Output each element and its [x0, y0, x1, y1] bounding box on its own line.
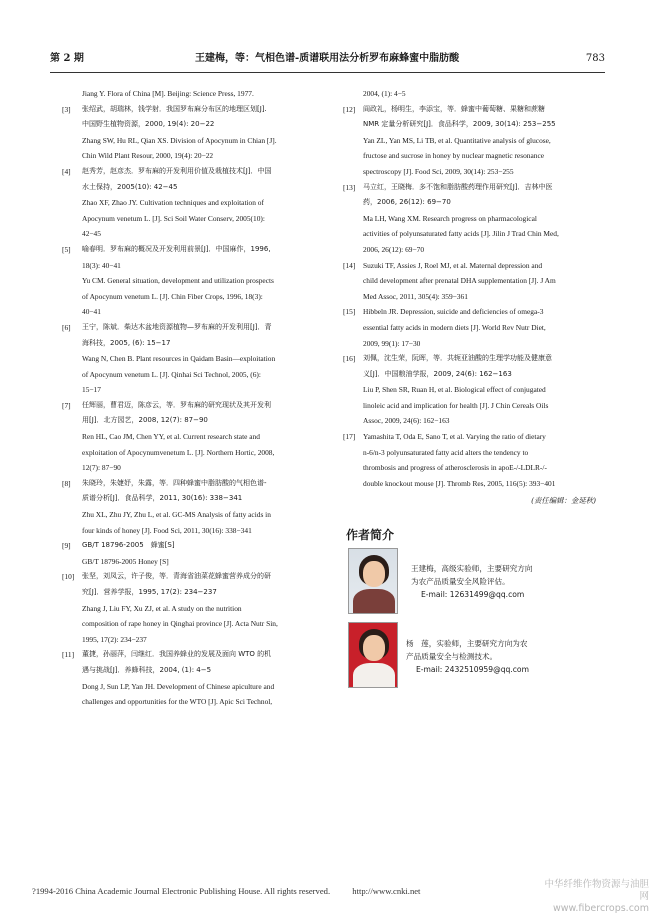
reference-line: 2009, 99(1): 17−30 — [363, 338, 421, 348]
reference-entry — [341, 304, 606, 351]
copyright-notice: ?1994-2016 China Academic Journal Electronic Publishing House. All rights reserved. — [32, 886, 331, 896]
reference-line: Zhao XF, Zhao JY. Cultivation techniques and exploitation of — [82, 198, 264, 208]
reference-entry — [60, 102, 322, 164]
reference-line: 刘佩，沈生荣，阮晖，等．共轭亚油酸的生理学功能及健康意 — [363, 354, 552, 363]
watermark-line: 中华纤维作物资源与油胆网 — [544, 879, 649, 902]
author-bio-line: 杨 莲，实验师，主要研究方向为农 — [406, 639, 528, 648]
reference-line: 15−17 — [82, 385, 101, 395]
reference-line: challenges and opportunities for the WTO [J]. Apic Sci Technol, — [82, 697, 273, 707]
reference-line: 马立红，王晓梅．多不饱和脂肪酸药理作用研究[J]．吉林中医 — [363, 182, 553, 191]
reference-line: 12(7): 87−90 — [82, 463, 121, 473]
reference-entry — [60, 398, 322, 476]
author-email[interactable]: E-mail: 2432510959@qq.com — [416, 665, 529, 674]
reference-line: NMR 定量分析研究[J]．食品科学，2009, 30(14): 253−255 — [363, 120, 556, 129]
reference-number: [13] — [343, 182, 356, 192]
reference-number: [8] — [62, 478, 71, 488]
reference-line: composition of rape honey in Qinghai province [J]. Acta Nutr Sin, — [82, 619, 278, 629]
reference-entry — [60, 647, 322, 709]
reference-entry — [60, 476, 322, 538]
header-rule — [50, 72, 605, 73]
reference-line: Yu CM. General situation, development and utilization prospects — [82, 276, 274, 286]
reference-line: n-6/n-3 polyunsaturated fatty acid alters the tendency to — [363, 447, 529, 457]
reference-line: Chin Wild Plant Resour, 2000, 19(4): 20−22 — [82, 151, 214, 161]
reference-line: 赵秀芳，赵彦杰．罗布麻的开发利用价值及栽植技术[J]．中国 — [82, 166, 272, 175]
reference-line: 40−41 — [82, 307, 101, 317]
reference-line: 究[J]．营养学报，1995, 17(2): 234−237 — [82, 588, 217, 596]
reference-line: 药，2006, 26(12): 69−70 — [363, 198, 451, 207]
reference-line: 2006, 26(12): 69−70 — [363, 244, 425, 254]
author-photo-2 — [348, 622, 398, 688]
reference-line: Yamashita T, Oda E, Sano T, et al. Varying the ratio of dietary — [363, 432, 546, 442]
reference-line: Zhang J, Liu FY, Xu ZJ, et al. A study on the nutrition — [82, 603, 242, 613]
author-bio-1 — [411, 562, 606, 601]
reference-line: Suzuki TF, Assies J, Roel MJ, et al. Maternal depression and — [363, 260, 543, 270]
reference-line: GB/T 18796-2005 Honey [S] — [82, 556, 169, 566]
reference-number: [9] — [62, 541, 71, 551]
reference-entry — [60, 86, 322, 102]
reference-line: Med Assoc, 2011, 305(4): 359−361 — [363, 291, 468, 301]
reference-line: 海科技，2005, (6): 15−17 — [82, 338, 171, 347]
reference-number: [12] — [343, 104, 356, 114]
reference-entry — [60, 538, 322, 569]
reference-number: [4] — [62, 166, 71, 176]
reference-line: linoleic acid and implication for health [J]. J Chin Cereals Oils — [363, 400, 549, 410]
reference-line: 董捷，孙丽萍，闫继红．我国养蜂业的发展及面向 WTO 的机 — [82, 650, 272, 659]
reference-line: 喻春明．罗布麻的概况及开发利用前景[J]．中国麻作，1996, — [82, 244, 271, 253]
author-photo-1 — [348, 548, 398, 614]
reference-entry — [341, 102, 606, 180]
reference-line: 王宁，陈斌．柴达木盆地资源植物—罗布麻的开发利用[J]．青 — [82, 322, 272, 331]
reference-number: [14] — [343, 260, 356, 270]
author-email[interactable]: E-mail: 12631499@qq.com — [421, 590, 525, 599]
reference-number: [15] — [343, 307, 356, 317]
reference-line: 张绍武，胡瑞林，钱学射．我国罗布麻分布区的地理区划[J]. — [82, 104, 267, 113]
reference-line: 18(3): 40−41 — [82, 260, 121, 270]
author-bio-line: 王建梅，高级实验师，主要研究方向 — [411, 564, 533, 573]
author-bio-2 — [406, 637, 601, 676]
reference-line: Zhang SW, Hu RL, Qian XS. Division of Apocynum in Chian [J]. — [82, 135, 277, 145]
reference-entry — [341, 258, 606, 305]
reference-line: activities of polyunsaturated fatty acids [J]. Jilin J Trad Chin Med, — [363, 229, 559, 239]
reference-line: double knockout mouse [J]. Thromb Res, 2005, 116(5): 393−401 — [363, 478, 556, 488]
reference-entry — [341, 86, 606, 102]
reference-entry — [60, 569, 322, 647]
references-left-column — [60, 86, 322, 710]
reference-line: Zhu XL, Zhu JY, Zhu L, et al. GC-MS Analysis of fatty acids in — [82, 510, 271, 520]
reference-number: [16] — [343, 354, 356, 364]
reference-line: Apocynum venetum L. [J]. Sci Soil Water Conserv, 2005(10): — [82, 213, 265, 223]
page-number: 783 — [585, 53, 605, 64]
reference-line: 义[J]．中国粮油学报，2009, 24(6): 162−163 — [363, 369, 512, 378]
reference-number: [3] — [62, 104, 71, 114]
running-title: 王建梅，等：气相色谱-质谱联用法分析罗布麻蜂蜜中脂肪酸 — [195, 53, 460, 64]
reference-line: Dong J, Sun LP, Yan JH. Development of Chinese apiculture and — [82, 681, 275, 691]
reference-line: of Apocynum venetum L. [J]. Qinhai Sci Technol, 2005, (6): — [82, 369, 261, 379]
reference-line: 水土保持，2005(10): 42−45 — [82, 182, 178, 191]
reference-line: thrombosis and progress of atherosclerosis in apoE-/-LDLR-/- — [363, 463, 547, 473]
reference-line: 遇与挑战[J]．养蜂科技，2004, (1): 4−5 — [82, 665, 212, 674]
reference-entry — [341, 429, 606, 491]
reference-number: [6] — [62, 322, 71, 332]
reference-line: 朱晓玲，朱婕妤，朱露，等．四种蜂蜜中脂肪酸的气相色谱- — [82, 478, 267, 487]
site-watermark — [536, 879, 649, 915]
reference-line: exploitation of Apocynumvenetum L. [J]. Northern Hortic, 2008, — [82, 447, 275, 457]
cnki-link[interactable]: http://www.cnki.net — [352, 886, 421, 896]
reference-number: [5] — [62, 244, 71, 254]
reference-number: [7] — [62, 400, 71, 410]
references-right-column — [341, 86, 606, 509]
author-bio-line: 产品质量安全与检测技术。 — [406, 652, 498, 661]
reference-line: fructose and sucrose in honey by nuclear magnetic resonance — [363, 151, 544, 161]
reference-line: spectroscopy [J]. Food Sci, 2009, 30(14): 253−255 — [363, 166, 514, 176]
reference-entry — [60, 164, 322, 242]
reference-line: 用[J]．北方园艺，2008, 12(7): 87−90 — [82, 416, 208, 425]
reference-line: four kinds of honey [J]. Food Sci, 2011, 30(16): 338−341 — [82, 525, 252, 535]
reference-line: Assoc, 2009, 24(6): 162−163 — [363, 416, 450, 426]
reference-line: 阎政礼，杨明生，李添宝，等．蜂蜜中葡萄糖、果糖和蔗糖 — [363, 104, 545, 113]
reference-line: Liu P, Shen SR, Ruan H, et al. Biological effect of conjugated — [363, 385, 546, 395]
author-section-heading: 作者简介 — [346, 528, 395, 542]
reference-line: child development after prenatal DHA supplementation [J]. J Am — [363, 276, 556, 286]
reference-line: 中国野生植物资源，2000, 19(4): 20−22 — [82, 120, 215, 129]
reference-line: 2004, (1): 4−5 — [363, 89, 406, 98]
issue-number: 第 2 期 — [50, 53, 84, 64]
author-bio-line: 为农产品质量安全风险评估。 — [411, 577, 510, 586]
reference-line: 质谱分析[J]．食品科学，2011, 30(16): 338−341 — [82, 494, 243, 503]
editor-note: (责任编辑：金延秋) — [531, 496, 596, 506]
reference-entry — [341, 180, 606, 258]
reference-entry — [341, 351, 606, 429]
watermark-line: www.fibercrops.com — [552, 903, 649, 914]
reference-number: [17] — [343, 432, 356, 442]
reference-line: Jiang Y. Flora of China [M]. Beijing: Science Press, 1977. — [82, 89, 254, 98]
reference-line: 1995, 17(2): 234−237 — [82, 634, 147, 644]
reference-line: 42−45 — [82, 229, 101, 239]
reference-line: Ren HL, Cao JM, Chen YY, et al. Current research state and — [82, 432, 260, 442]
reference-line: 张坚，刘凤云，许子俊，等．青海省油菜花蜂蜜营养成分的研 — [82, 572, 271, 581]
reference-entry — [60, 242, 322, 320]
running-header — [50, 50, 605, 68]
reference-number: [11] — [62, 650, 75, 660]
reference-line: essential fatty acids in modern diets [J]. World Rev Nutr Diet, — [363, 322, 546, 332]
reference-line: Ma LH, Wang XM. Research progress on pharmacological — [363, 213, 537, 223]
reference-line: Yan ZL, Yan MS, Li TB, et al. Quantitative analysis of glucose, — [363, 135, 551, 145]
reference-line: GB/T 18796-2005 蜂蜜[S] — [82, 541, 175, 550]
reference-line: 任辉丽，曹君迈，陈彦云，等．罗布麻的研究现状及其开发利 — [82, 400, 271, 409]
reference-entry — [60, 320, 322, 398]
reference-line: Hibbeln JR. Depression, suicide and deficiencies of omega-3 — [363, 307, 544, 317]
reference-line: of Apocynum venetum L. [J]. Chin Fiber Crops, 1996, 18(3): — [82, 291, 263, 301]
reference-number: [10] — [62, 572, 75, 582]
reference-line: Wang N, Chen B. Plant resources in Qaidam Basin—exploitation — [82, 354, 276, 364]
